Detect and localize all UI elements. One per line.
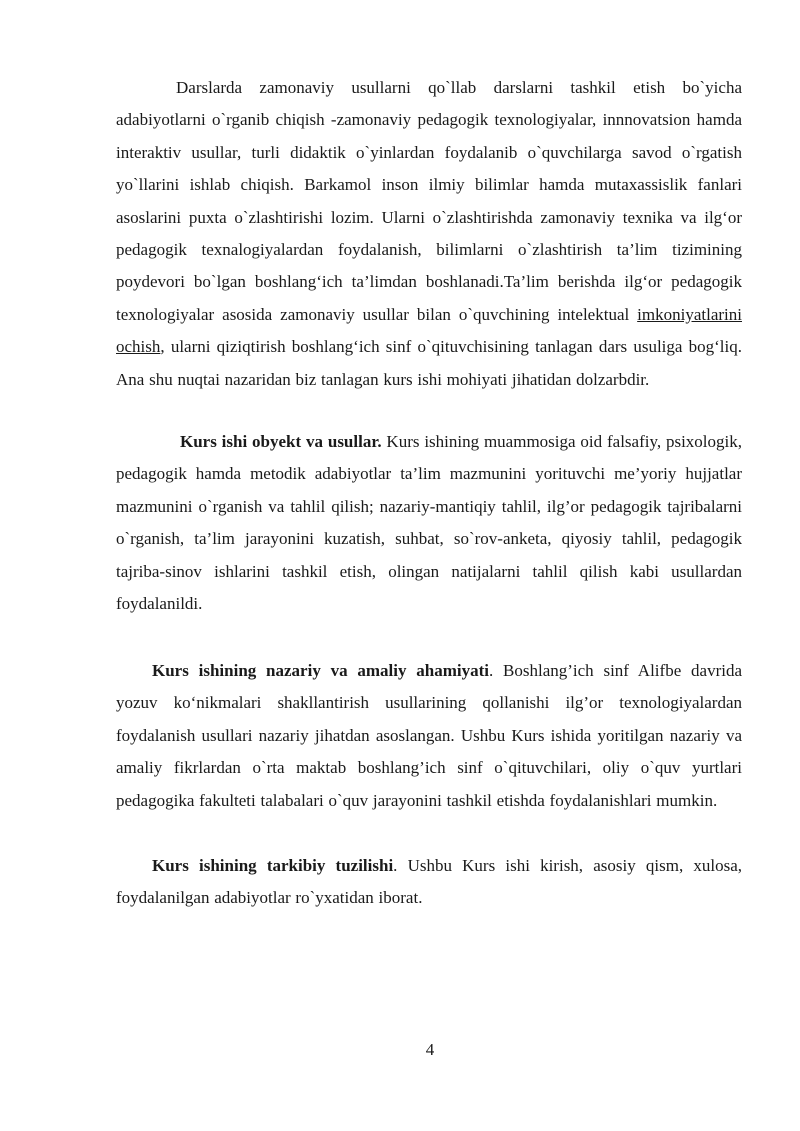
paragraph-significance-body: . Boshlang’ich sinf Alifbe davrida yozuv ko‘nikmalari shakllantirish usullarining qollanishi ilg’or texnologiyalardan foydalanish usullari nazariy jihatdan asoslangan. Ushbu Kurs ishida yoritilgan nazariy va amaliy fikrlardan o`rta maktab boshlang’ich sinf o`qituvchilari, oliy o`quv yurtlari pedagogika fakulteti talabalari o`quv jarayonini tashkil etishda foydalanishlari mumkin.	[116, 661, 742, 810]
paragraph-intro	[116, 72, 742, 396]
paragraph-object-methods-body: Kurs ishining muammosiga oid falsafiy, psixologik, pedagogik hamda metodik adabiyotlar ta’lim mazmunini yorituvchi me’yoriy hujjatlar mazmunini o`rganish va tahlil qilish; nazariy-mantiqiy tahlil, ilg’or pedagogik tajribalarni o`rganish, ta’lim jarayonini kuzatish, suhbat, so`rov-anketa, qiyosiy tahlil, pedagogik tajriba-sinov ishlarini tashkil etish, olingan natijalarni tahlil qilish kabi usullardan foydalanildi.	[116, 432, 742, 614]
underlined-phrase: imkoniyatlarini ochish	[116, 304, 742, 357]
paragraph-structure	[116, 850, 742, 915]
section-heading-structure: Kurs ishining tarkibiy tuzilishi	[152, 856, 394, 875]
section-heading-significance: Kurs ishining nazariy va amaliy ahamiyati	[152, 661, 489, 680]
paragraph-intro-text-end: , ularni qiziqtirish boshlang‘ich sinf o`qituvchisining tanlagan dars usuliga bog‘liq. Ana shu nuqtai nazaridan biz tanlagan kurs ishi mohiyati jihatidan dolzarbdir.	[116, 337, 742, 389]
paragraph-intro-text-start: Darslarda zamonaviy usullarni qo`llab darslarni tashkil etish bo`yicha adabiyotlarni o`rganib chiqish -zamonaviy pedagogik texnologiyalar, innnovatsion hamda interaktiv usullar, turli didaktik o`yinlardan foydalanib o`quvchilarga savod o`rgatish yo`llarini ishlab chiqish. Barkamol inson ilmiy bilimlar hamda mutaxassislik fanlari asoslarini puxta o`zlashtirishi lozim. Ularni o`zlashtirishda zamonaviy texnika va ilg‘or pedagogik texnalogiyalardan foydalanish, bilimlarni o`zlashtirish ta’lim tizimining poydevori bo`lgan boshlang‘ich ta’limdan boshlanadi.Ta’lim berishda ilg‘or pedagogik texnologiyalar asosida zamonaviy usullar bilan o`quvchining intelektual	[116, 78, 742, 324]
paragraph-significance	[116, 655, 742, 817]
paragraph-structure-body: . Ushbu Kurs ishi kirish, asosiy qism, xulosa, foydalanilgan adabiyotlar ro`yxatidan iborat.	[116, 856, 742, 908]
section-heading-object-methods: Kurs ishi obyekt va usullar.	[180, 432, 382, 451]
page-number: 4	[425, 1040, 435, 1059]
paragraph-object-methods	[116, 426, 742, 620]
